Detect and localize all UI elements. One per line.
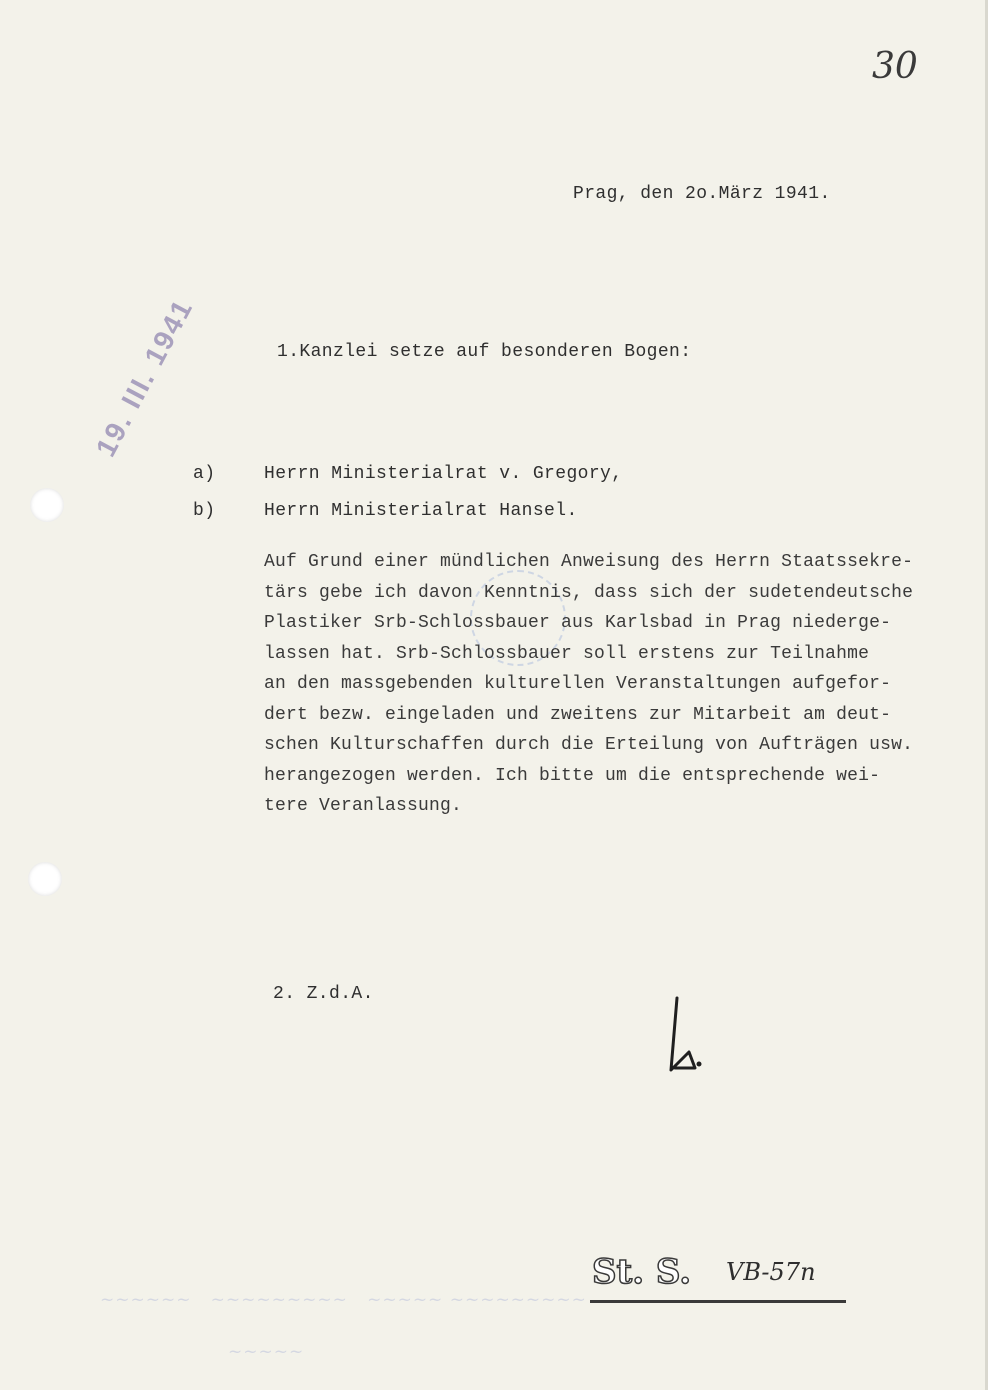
recipient-name-a: Herrn Ministerialrat v. Gregory, bbox=[264, 464, 623, 484]
recipient-name-b: Herrn Ministerialrat Hansel. bbox=[264, 501, 578, 521]
body-line: Plastiker Srb-Schlossbauer aus Karlsbad in Prag niederge- bbox=[264, 613, 892, 633]
body-line: tärs gebe ich davon Kenntnis, dass sich der sudetendeutsche bbox=[264, 582, 914, 603]
body-line: an den massgebenden kulturellen Veranstaltungen aufgefor- bbox=[264, 674, 892, 694]
body-line: tere Veranlassung. bbox=[264, 796, 463, 816]
file-reference-stamp bbox=[590, 1252, 846, 1303]
instruction-item-1: 1.Kanzlei setze auf besonderen Bogen: bbox=[277, 342, 692, 362]
punch-hole bbox=[28, 862, 62, 896]
received-date-stamp: 19. III. 1941 bbox=[89, 293, 199, 462]
body-line: Auf Grund einer mündlichen Anweisung des Herrn Staatssekre- bbox=[264, 552, 914, 572]
recipient-label-b: b) bbox=[193, 501, 216, 521]
reference-number: VB-57n bbox=[726, 1258, 816, 1286]
handwritten-initial-signature bbox=[655, 992, 715, 1082]
reference-prefix: St. S. bbox=[592, 1252, 692, 1292]
bleed-through-text: ~~~~~~ ~~~~~~~~~ ~~~~~ ~~~~~~~~~ bbox=[100, 1290, 587, 1310]
body-paragraph bbox=[264, 552, 913, 827]
folio-number: 30 bbox=[872, 46, 918, 87]
date-line: Prag, den 2o.März 1941. bbox=[573, 184, 831, 204]
body-line: herangezogen werden. Ich bitte um die entsprechende wei- bbox=[264, 765, 881, 786]
punch-hole bbox=[30, 488, 64, 522]
instruction-item-2: 2. Z.d.A. bbox=[273, 984, 374, 1004]
bleed-through-text: ~~~~~ bbox=[228, 1342, 305, 1362]
recipient-label-a: a) bbox=[193, 464, 216, 484]
body-line: lassen hat. Srb-Schlossbauer soll erstens zur Teilnahme bbox=[264, 643, 870, 664]
body-line: dert bezw. eingeladen und zweitens zur Mitarbeit am deut- bbox=[264, 704, 892, 725]
body-line: schen Kulturschaffen durch die Erteilung von Aufträgen usw. bbox=[264, 735, 914, 755]
